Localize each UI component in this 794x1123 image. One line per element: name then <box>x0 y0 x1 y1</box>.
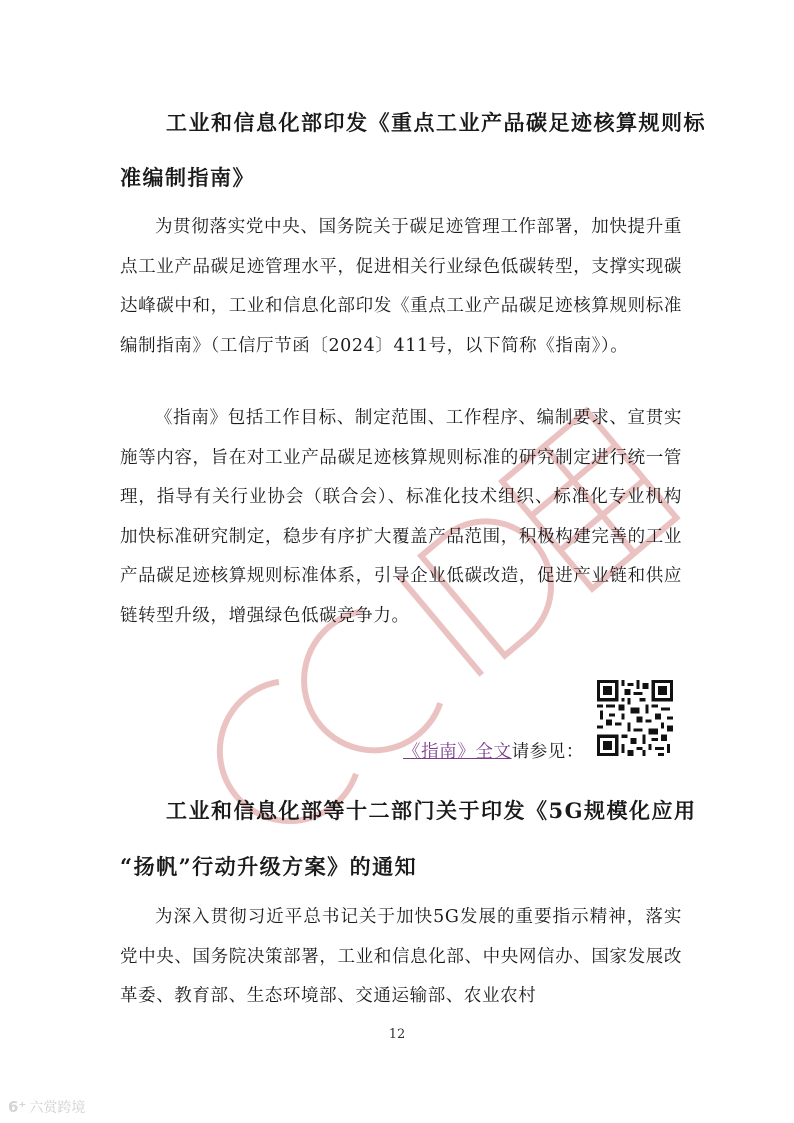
brand-logo-icon: 6⁺ <box>8 1098 27 1116</box>
section1-paragraph1: 为贯彻落实党中央、国务院关于碳足迹管理工作部署，加快提升重点工业产品碳足迹管理水平，促进相关行业绿色低碳转型，支撑实现碳达峰碳中和，工业和信息化部印发《重点工业产品碳足迹核算规则标准编制指南》（工信厅节函〔2024〕411号，以下简称《指南》）。 <box>120 217 682 356</box>
section1-title-line2: 准编制指南》 <box>120 165 255 190</box>
full-text-reference <box>403 738 584 763</box>
brand-logo-text: 六赏跨境 <box>29 1100 86 1116</box>
section2-title-line1: 工业和信息化部等十二部门关于印发《5G规模化应用 <box>166 798 697 823</box>
reference-suffix: 请参见： <box>511 742 584 762</box>
section1-paragraph2: 《指南》包括工作目标、制定范围、工作程序、编制要求、宣贯实施等内容，旨在对工业产品碳足迹核算规则标准的研究制定进行统一管理，指导有关行业协会（联合会）、标准化技术组织、标准化专业机构加快标准研究制定，稳步有序扩大覆盖产品范围，积极构建完善的工业产品碳足迹核算规则标准体系，引导企业低碳改造，促进产业链和供应链转型升级，增强绿色低碳竞争力。 <box>120 408 682 626</box>
qr-code-icon[interactable] <box>597 680 673 756</box>
page-number: 12 <box>388 1027 406 1042</box>
section2-title-line2: “扬帆”行动升级方案》的通知 <box>120 854 418 879</box>
section1-title-line1: 工业和信息化部印发《重点工业产品碳足迹核算规则标 <box>166 110 706 135</box>
guide-full-text-link[interactable]: 《指南》全文 <box>402 742 512 762</box>
corner-brand-logo <box>8 1097 85 1117</box>
section2-paragraph1: 为深入贯彻习近平总书记关于加快5G发展的重要指示精神，落实党中央、国务院决策部署，工业和信息化部、中央网信办、国家发展改革委、教育部、生态环境部、交通运输部、农业农村 <box>120 907 682 1007</box>
